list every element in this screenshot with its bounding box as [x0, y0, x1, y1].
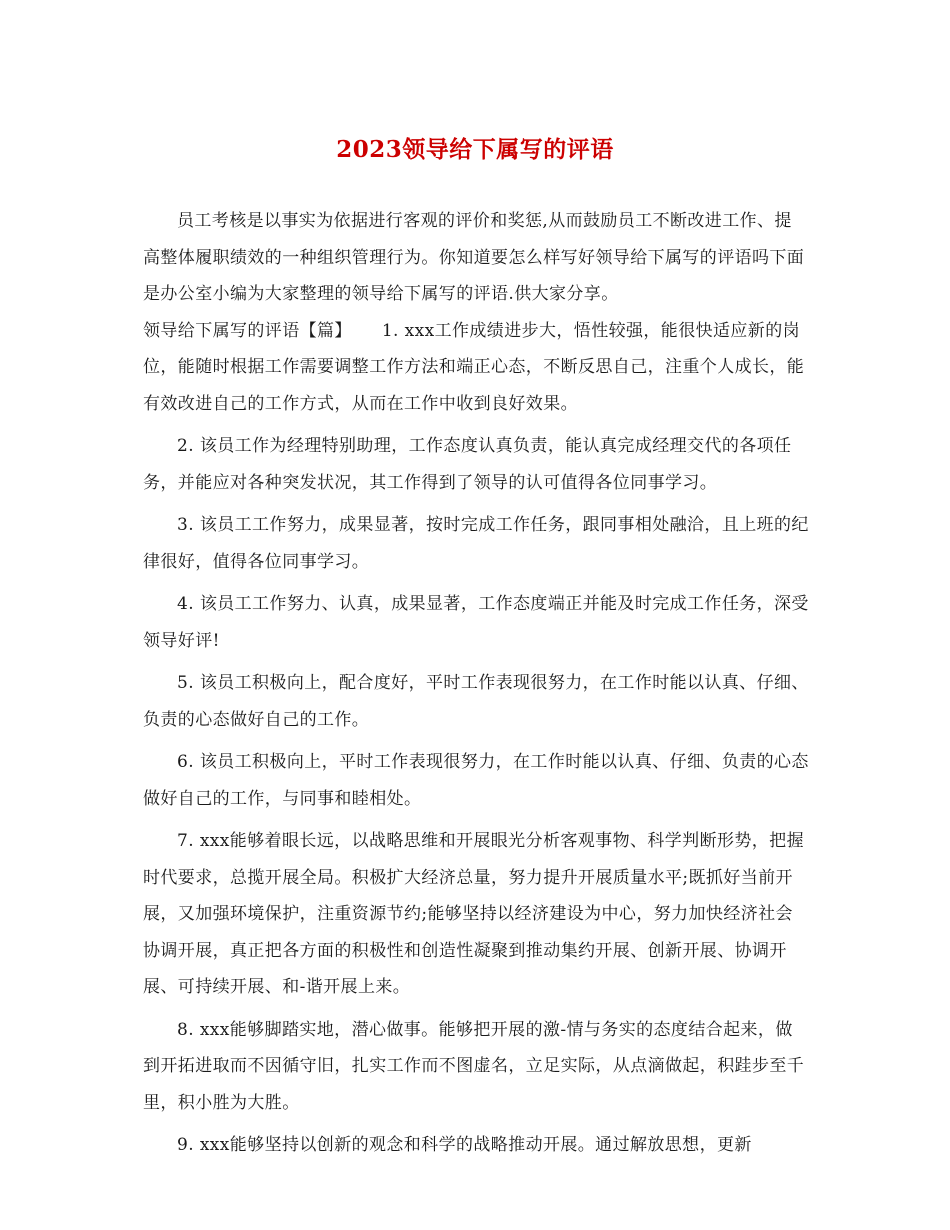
list-item-1: 1. xxx工作成绩进步大，悟性较强，能很快适应新的岗位，能随时根据工作需要调整工作方法和端正心态，不断反思自己，注重个人成长，能有效改进自己的工作方式，从而在工作中收到良好效果。 — [143, 320, 805, 414]
list-item-9: 9. xxx能够坚持以创新的观念和科学的战略推动开展。通过解放思想，更新 — [177, 1135, 752, 1155]
list-item-5: 5. 该员工积极向上，配合度好，平时工作表现很努力，在工作时能以认真、仔细、负责的心态做好自己的工作。 — [143, 673, 809, 730]
list-item-2: 2. 该员工作为经理特别助理，工作态度认真负责，能认真完成经理交代的各项任务，并能应对各种突发状况，其工作得到了领导的认可值得各位同事学习。 — [143, 436, 792, 493]
list-item-6: 6. 该员工积极向上，平时工作表现很努力，在工作时能以认真、仔细、负责的心态做好自己的工作，与同事和睦相处。 — [143, 752, 809, 809]
list-item-7: 7. xxx能够着眼长远，以战略思维和开展眼光分析客观事物、科学判断形势，把握时代要求，总揽开展全局。积极扩大经济总量，努力提升开展质量水平;既抓好当前开展，又加强环境保护，注重资源节约;能够坚持以经济建设为中心，努力加快经济社会协调开展，真正把各方面的积极性和创造性凝聚到推动集约开展、创新开展、协调开展、可持续开展、和-谐开展上来。 — [143, 831, 804, 997]
section-paragraph — [143, 313, 809, 423]
list-item-4: 4. 该员工工作努力、认真，成果显著，工作态度端正并能及时完成工作任务，深受领导好评! — [143, 594, 809, 651]
list-item-8: 8. xxx能够脚踏实地，潜心做事。能够把开展的激-情与务实的态度结合起来，做到开拓进取而不因循守旧，扎实工作而不图虚名，立足实际，从点滴做起，积跬步至千里，积小胜为大胜。 — [143, 1019, 805, 1113]
document-title: 2023领导给下属写的评语 — [336, 136, 614, 163]
intro-paragraph: 员工考核是以事实为依据进行客观的评价和奖惩,从而鼓励员工不断改进工作、提高整体履职绩效的一种组织管理行为。你知道要怎么样写好领导给下属写的评语吗下面是办公室小编为大家整理的领导给下属写的评语.供大家分享。 — [143, 211, 805, 304]
section-label: 领导给下属写的评语【篇】 — [143, 320, 352, 341]
document-body — [143, 203, 809, 1164]
list-item-3: 3. 该员工工作努力，成果显著，按时完成工作任务，跟同事相处融洽，且上班的纪律很好，值得各位同事学习。 — [143, 515, 809, 572]
